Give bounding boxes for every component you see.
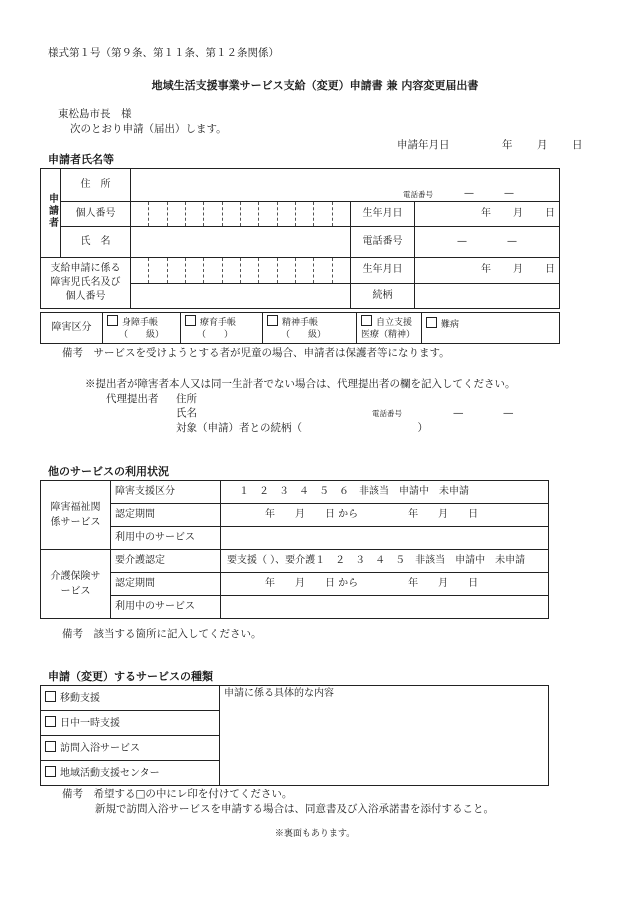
birth-field[interactable]: 年 月 日	[415, 202, 560, 227]
proxy-label: 代理提出者	[106, 393, 159, 405]
address-phone-dash-2: —	[504, 187, 514, 199]
form-number: 様式第１号（第９条、第１１条、第１２条関係）	[48, 47, 279, 59]
id-number-field[interactable]	[131, 202, 351, 227]
address-phone-dash-1: —	[464, 187, 474, 199]
request-item[interactable]: 日中一時支援	[41, 711, 220, 736]
id-digit	[277, 202, 295, 226]
request-item[interactable]: 訪問入浴サービス	[41, 736, 220, 761]
id-digit	[295, 202, 313, 226]
name-label: 氏 名	[61, 227, 131, 258]
disability-item[interactable]: 身障手帳 （ 級）	[103, 313, 181, 344]
address-phone-label: 電話番号	[403, 189, 433, 199]
care-cert-options[interactable]: 要支援（ ）、要介護１ ２ ３ ４ ５ 非該当 申請中 未申請	[221, 550, 549, 573]
relation-label: 続柄	[351, 284, 415, 309]
welfare-in-use-field[interactable]	[221, 527, 549, 550]
checkbox[interactable]	[361, 315, 372, 326]
id-digit	[258, 202, 276, 226]
care-label: 介護保険サービス	[41, 550, 111, 619]
birth-label: 生年月日	[351, 202, 415, 227]
footer-note: ※裏面もあります。	[274, 829, 356, 839]
request-item[interactable]: 地域活動支援センター	[41, 761, 220, 786]
disability-label: 障害区分	[41, 313, 103, 344]
other-services-title: 他のサービスの利用状況	[48, 465, 169, 478]
id-digit	[167, 202, 185, 226]
disability-item[interactable]: 療育手帳 （ ）	[181, 313, 263, 344]
relation-field[interactable]	[415, 284, 560, 309]
proxy-phone: 電話番号	[372, 409, 402, 418]
request-details-label: 申請に係る具体的な内容	[224, 688, 334, 699]
id-digit	[185, 202, 203, 226]
date-day: 日	[572, 139, 583, 151]
id-digit	[131, 202, 148, 226]
care-cert-label: 要介護認定	[111, 550, 221, 573]
id-label: 個人番号	[61, 202, 131, 227]
disability-table	[40, 312, 560, 344]
child-birth-label: 生年月日	[351, 258, 415, 284]
request-note-2: 新規で訪問入浴サービスを申請する場合は、同意書及び入浴承諾書を添付すること。	[95, 803, 494, 815]
intro-text: 次のとおり申請（届出）します。	[70, 123, 227, 135]
checkbox[interactable]	[185, 315, 196, 326]
welfare-label: 障害福祉関係サービス	[41, 481, 111, 550]
care-in-use-label: 利用中のサービス	[111, 596, 221, 619]
request-item[interactable]: 移動支援	[41, 686, 220, 711]
care-period-value[interactable]: 年 月 日 から 年 月 日	[221, 573, 549, 596]
applicant-side-label: 申請者	[41, 169, 61, 258]
checkbox[interactable]	[267, 315, 278, 326]
date-month: 月	[537, 139, 548, 151]
address-field[interactable]	[131, 169, 560, 202]
care-period-label: 認定期間	[111, 573, 221, 596]
date-year: 年	[502, 139, 513, 151]
other-services-note: 備考 該当する箇所に記入してください。	[62, 628, 262, 640]
support-class-options[interactable]: １ ２ ３ ４ ５ ６ 非該当 申請中 未申請	[221, 481, 549, 504]
proxy-relation: 対象（申請）者との続柄（ ）	[176, 422, 428, 434]
proxy-name: 氏名	[176, 407, 197, 419]
welfare-in-use-label: 利用中のサービス	[111, 527, 221, 550]
addressee: 東松島市長 様	[58, 108, 132, 120]
child-field[interactable]	[131, 258, 351, 309]
phone-field[interactable]: — —	[415, 227, 560, 258]
proxy-phone-dash-2: —	[503, 407, 514, 419]
checkbox[interactable]	[45, 766, 56, 777]
id-digit	[222, 202, 240, 226]
id-digit	[240, 202, 258, 226]
request-title: 申請（変更）するサービスの種類	[48, 670, 213, 683]
checkbox[interactable]	[45, 691, 56, 702]
checkbox[interactable]	[107, 315, 118, 326]
checkbox[interactable]	[426, 317, 437, 328]
phone-label: 電話番号	[351, 227, 415, 258]
date-label: 申請年月日	[397, 139, 450, 151]
checkbox[interactable]	[45, 716, 56, 727]
form-title: 地域生活支援事業サービス支給（変更）申請書 兼 内容変更届出書	[151, 79, 479, 92]
id-digit	[313, 202, 331, 226]
request-table	[40, 685, 549, 786]
request-details[interactable]	[220, 686, 549, 786]
applicant-table	[40, 168, 560, 309]
proxy-address: 住所	[176, 393, 197, 405]
id-digit	[148, 202, 166, 226]
welfare-period-label: 認定期間	[111, 504, 221, 527]
support-class-label: 障害支援区分	[111, 481, 221, 504]
name-field[interactable]	[131, 227, 351, 258]
note-applicant: 備考 サービスを受けようとする者が児童の場合、申請者は保護者等になります。	[62, 347, 450, 359]
welfare-period-value[interactable]: 年 月 日 から 年 月 日	[221, 504, 549, 527]
applicant-section-title: 申請者氏名等	[48, 153, 114, 166]
disability-item[interactable]: 難病	[422, 313, 560, 344]
checkbox[interactable]	[45, 741, 56, 752]
request-note-1: 備考 希望する□の中にレ印を付けてください。	[62, 788, 293, 800]
child-birth-field[interactable]: 年 月 日	[415, 258, 560, 284]
proxy-phone-dash-1: —	[453, 407, 464, 419]
address-label: 住 所	[61, 169, 131, 202]
disability-item[interactable]: 精神手帳 （ 級）	[263, 313, 357, 344]
disability-item[interactable]: 自立支援 医療（精神）	[357, 313, 422, 344]
id-digit	[203, 202, 221, 226]
other-services-table	[40, 480, 549, 619]
care-in-use-field[interactable]	[221, 596, 549, 619]
id-digit	[332, 202, 350, 226]
proxy-note: ※提出者が障害者本人又は同一生計者でない場合は、代理提出者の欄を記入してください。	[85, 378, 516, 390]
child-label: 支給申請に係る障害児氏名及び個人番号	[41, 258, 131, 309]
